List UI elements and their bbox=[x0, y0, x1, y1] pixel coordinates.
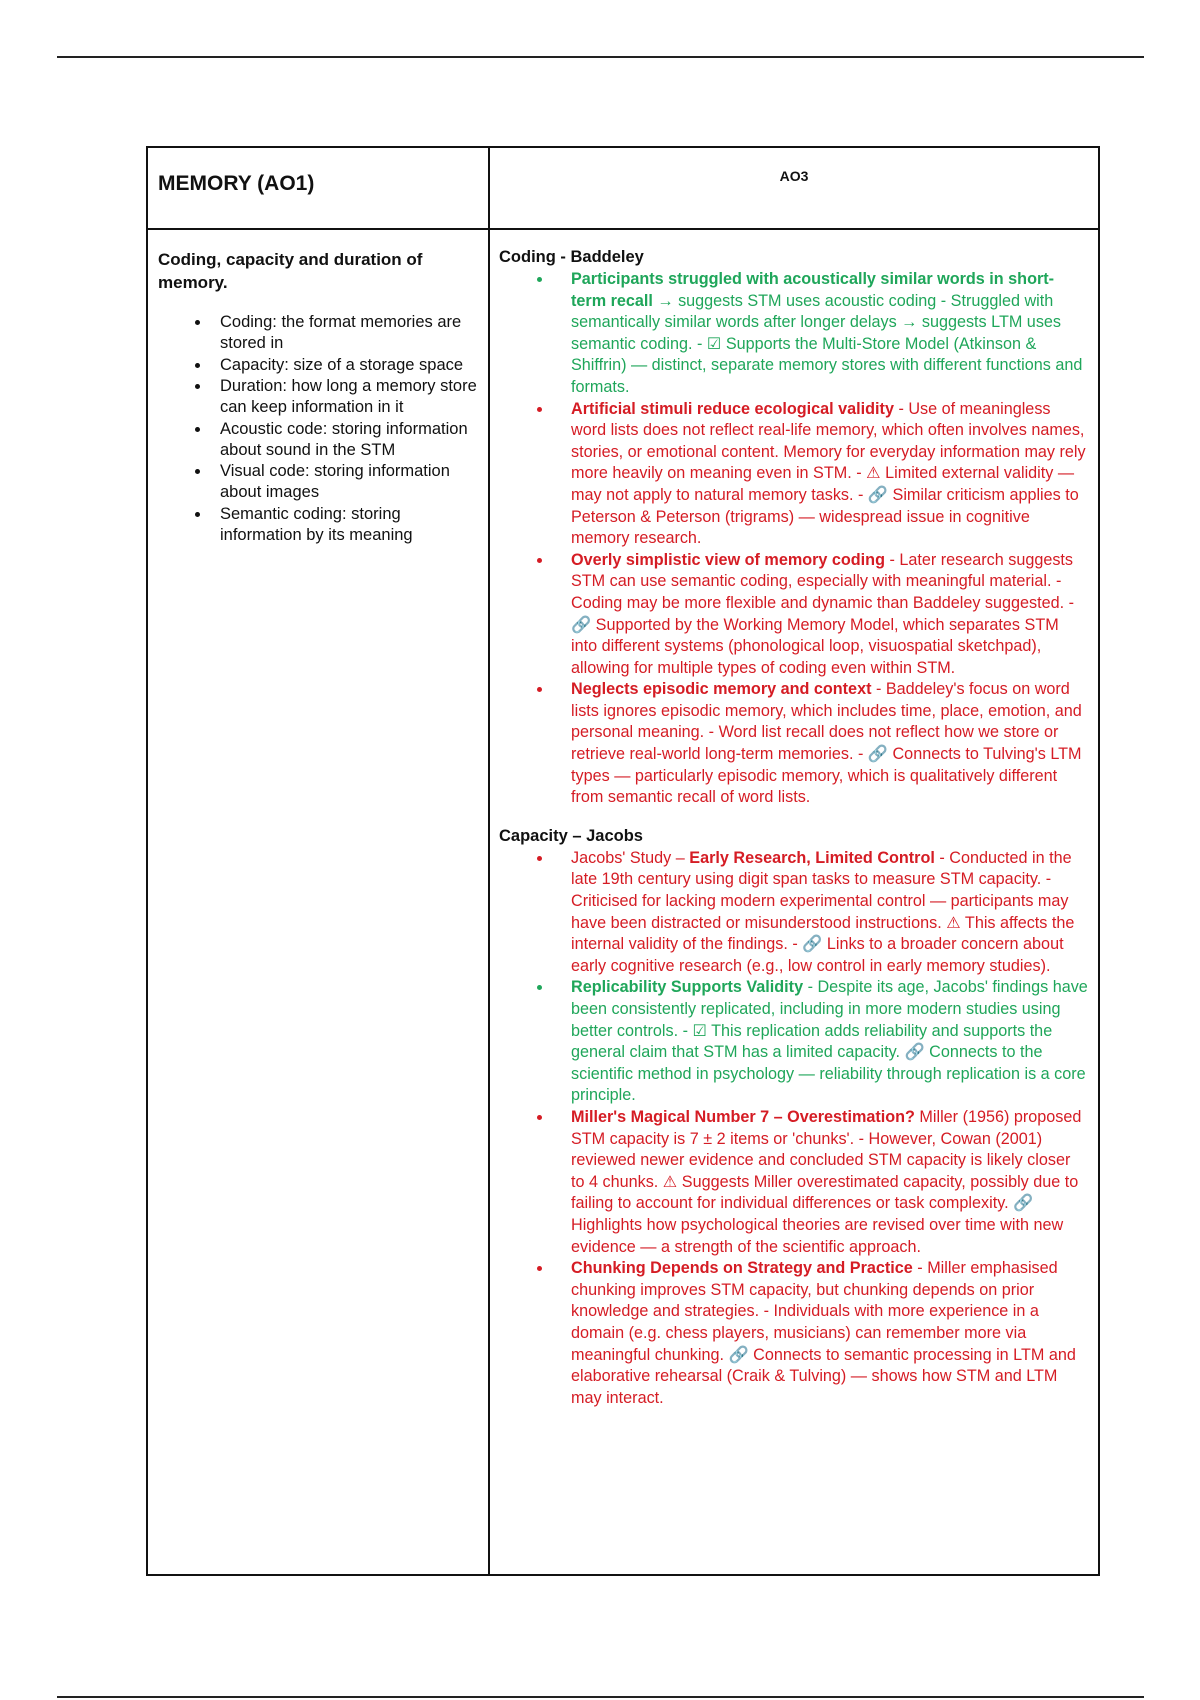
ao1-header-cell bbox=[147, 147, 489, 229]
notes-table bbox=[146, 146, 1100, 1576]
definition-item: Semantic coding: storing information by its meaning bbox=[205, 504, 478, 546]
evaluation-point: Neglects episodic memory and context - Baddeley's focus on word lists ignores episodic memory, which includes time, place, emotion, and personal meaning. - Word list recall does not reflect how we store or retrieve real-world long-term memories. - 🔗 Connects to Tulving's LTM types — particularly episodic memory, which is qualitatively different from semantic recall of word lists. bbox=[571, 679, 1088, 809]
ao1-title: MEMORY (AO1) bbox=[158, 172, 315, 195]
ao3-header-cell bbox=[489, 147, 1099, 229]
definition-list bbox=[158, 312, 478, 546]
ao3-title: AO3 bbox=[779, 168, 809, 184]
evaluation-point: Participants struggled with acoustically similar words in short-term recall → suggests STM uses acoustic coding - Struggled with semantically similar words after longer delays → suggests LTM uses semantic coding. - ☑ Supports the Multi-Store Model (Atkinson & Shiffrin) — distinct, separate memory stores with different functions and formats. bbox=[571, 269, 1088, 399]
ao1-topic: Coding, capacity and duration of memory. bbox=[158, 250, 423, 292]
evaluation-point: Chunking Depends on Strategy and Practice - Miller emphasised chunking improves STM capacity, but chunking depends on prior knowledge and strategies. - Individuals with more experience in a domain (e.g. chess players, musicians) can remember more via meaningful chunking. 🔗 Connects to semantic processing in LTM and elaborative rehearsal (Craik & Tulving) — shows how STM and LTM may interact. bbox=[571, 1258, 1088, 1409]
top-rule bbox=[57, 56, 1144, 58]
definition-item: Visual code: storing information about images bbox=[205, 461, 478, 503]
evaluation-point: Jacobs' Study – Early Research, Limited Control - Conducted in the late 19th century using digit span tasks to measure STM capacity. - Criticised for lacking modern experimental control — participants may have been distracted or misunderstood instructions. ⚠ This affects the internal validity of the findings. - 🔗 Links to a broader concern about early cognitive research (e.g., low control in early memory studies). bbox=[571, 848, 1088, 978]
definition-item: Coding: the format memories are stored in bbox=[205, 312, 478, 354]
header-row bbox=[147, 147, 1099, 229]
section-title-coding: Coding - Baddeley bbox=[499, 248, 644, 266]
evaluation-point: Replicability Supports Validity - Despite its age, Jacobs' findings have been consistently replicated, including in more modern studies using better controls. - ☑ This replication adds reliability and supports the general claim that STM has a limited capacity. 🔗 Connects to the scientific method in psychology — reliability through replication is a core principle. bbox=[571, 977, 1088, 1107]
definition-item: Acoustic code: storing information about sound in the STM bbox=[205, 419, 478, 461]
bottom-rule bbox=[57, 1696, 1144, 1698]
definition-item: Duration: how long a memory store can keep information in it bbox=[205, 376, 478, 418]
content-row bbox=[147, 229, 1099, 1575]
evaluation-point: Miller's Magical Number 7 – Overestimation? Miller (1956) proposed STM capacity is 7 ± 2 items or 'chunks'. - However, Cowan (2001) reviewed newer evidence and concluded STM capacity is likely closer to 4 chunks. ⚠ Suggests Miller overestimated capacity, possibly due to failing to account for individual differences or task complexity. 🔗 Highlights how psychological theories are revised over time with new evidence — a strength of the scientific approach. bbox=[571, 1107, 1088, 1258]
ao3-content-cell bbox=[489, 229, 1099, 1575]
evaluation-point: Artificial stimuli reduce ecological validity - Use of meaningless word lists does not reflect real-life memory, which often involves names, stories, or emotional content. Memory for everyday information may rely more heavily on meaning even in STM. - ⚠ Limited external validity — may not apply to natural memory tasks. - 🔗 Similar criticism applies to Peterson & Peterson (trigrams) — widespread issue in cognitive memory research. bbox=[571, 399, 1088, 550]
evaluation-list-capacity bbox=[499, 848, 1088, 1409]
section-title-capacity: Capacity – Jacobs bbox=[499, 826, 643, 845]
evaluation-list-coding bbox=[499, 269, 1088, 809]
definition-item: Capacity: size of a storage space bbox=[205, 355, 478, 376]
evaluation-point: Overly simplistic view of memory coding - Later research suggests STM can use semantic coding, especially with meaningful material. - Coding may be more flexible and dynamic than Baddeley suggested. - 🔗 Supported by the Working Memory Model, which separates STM into different systems (phonological loop, visuospatial sketchpad), allowing for multiple types of coding even within STM. bbox=[571, 550, 1088, 680]
ao1-content-cell bbox=[147, 229, 489, 1575]
